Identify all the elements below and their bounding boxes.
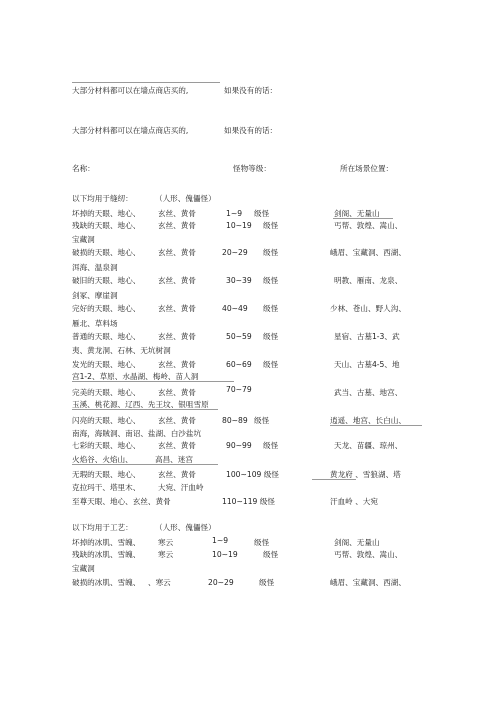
location: 黄龙府 、雪狼湖、塔 [330, 470, 401, 479]
item-materials: 玄丝、黄骨 [158, 360, 196, 369]
monster-level: 1~9 [212, 536, 229, 545]
location: 武当、古墓、地宫、 [334, 388, 403, 397]
item-materials: 玄丝、黄骨 [158, 388, 196, 397]
item-name: 破损的天眼、地心、 [72, 248, 141, 257]
monster-level: 30~39 [226, 276, 252, 285]
item-name: 坏掉的天眼、地心、 [72, 209, 141, 218]
level-unit: 级怪 [263, 441, 279, 450]
item-materials: 玄丝、黄骨 [158, 221, 196, 230]
item-name: 普通的天眼、地心、 [72, 332, 141, 341]
header-name: 名称： [72, 164, 95, 173]
location-continued: 夷、黄龙洞、石林、无坑树洞 [72, 346, 171, 355]
item-materials: 玄丝、黄骨 [158, 416, 196, 425]
row-underline [72, 409, 218, 410]
item-name: 破旧的天眼、地心、 [72, 276, 141, 285]
item-materials: 玄丝、黄骨 [158, 304, 196, 313]
level-unit: 级怪 [263, 332, 279, 341]
monster-level: 20~29 [208, 578, 234, 587]
header-location: 所在场景位置： [340, 164, 394, 173]
monster-level: 60~69 [226, 360, 252, 369]
level-unit: 级怪 [263, 304, 279, 313]
location: 峨眉、宝藏洞、西湖、 [330, 578, 406, 587]
item-materials: 、寒云 [148, 578, 171, 587]
location: 天龙、苗疆、琼州、 [334, 441, 403, 450]
item-materials: 玄丝、黄骨 [158, 441, 196, 450]
monster-level: 110~119 级怪 [222, 497, 275, 506]
item-materials: 玄丝、黄骨 [158, 209, 196, 218]
section-note-craft: （人形、傀儡怪） [155, 523, 216, 532]
location: 星宿、古墓1-3、武 [334, 332, 400, 341]
location-underline [312, 479, 356, 480]
item-materials: 玄丝、黄骨 [158, 332, 196, 341]
location: 少林、苍山、野人沟、 [330, 304, 406, 313]
level-unit: 级怪 [254, 538, 270, 547]
location-continued: 南海，海賊洞、南诏、盐湖、白沙盐坑 [72, 429, 202, 438]
location-underline [330, 425, 422, 426]
location: 丐帮、敦煌、嵩山、 [334, 221, 403, 230]
location: 剑阁、无量山 [334, 538, 380, 547]
location-underline [333, 218, 393, 219]
top-rule [72, 82, 220, 83]
monster-level: 1~9 [226, 209, 243, 218]
location: 汗血岭 、大宛 [330, 497, 378, 506]
location-continued: 宝藏洞 [72, 564, 95, 573]
level-unit: 级怪 [263, 221, 279, 230]
monster-level: 70~79 [226, 385, 252, 394]
section-title-sewing: 以下均用于缝纫： [72, 194, 133, 203]
header-level: 怪物等级： [233, 164, 271, 173]
location-continued: 高昌、迷宫 [155, 455, 193, 464]
monster-level: 100~109 级怪 [226, 470, 279, 479]
row-underline [72, 381, 234, 382]
section-title-craft: 以下均用于工艺： [72, 523, 133, 532]
location-continued: 玉溪、桃花源、辽西、先王坟、银咀雪原 [72, 400, 209, 409]
item-materials: 寒云 [158, 550, 174, 559]
location-continued: 宫1-2、草原、水晶湖、梅岭、苗人洞 [72, 372, 199, 381]
location-continued: 火焰谷、火焰山、 [72, 455, 133, 464]
level-unit: 级怪 [263, 276, 279, 285]
location-continued: 剑冢、摩崖洞 [72, 291, 118, 300]
monster-level: 90~99 [226, 441, 252, 450]
level-unit: 级怪 [259, 578, 275, 587]
row-underline [72, 464, 218, 465]
item-name: 残缺的冰肌、雪魄、 [72, 550, 141, 559]
item-name: 破损的冰肌、雪魄、 [72, 578, 141, 587]
location-continued: 宝藏洞 [72, 235, 95, 244]
location: 剑阁、无量山 [334, 209, 380, 218]
item-name: 闪亮的天眼、地心、 [72, 416, 141, 425]
intro-line1-left: 大部分材料都可以在墙点商店买的, [72, 86, 189, 95]
intro-line2-right: 如果没有的话： [224, 126, 278, 135]
monster-level: 50~59 [226, 332, 252, 341]
monster-level: 20~29 [222, 248, 248, 257]
location: 逍遥、地宫、长白山、 [330, 416, 406, 425]
location-continued: 大宛、汗血岭 [158, 483, 204, 492]
location: 天山、古墓4-5、地 [334, 360, 400, 369]
intro-line1-right: 如果没有的话： [224, 86, 278, 95]
monster-level: 80~89 [222, 416, 248, 425]
item-name: 发光的天眼、地心、 [72, 360, 141, 369]
item-materials: 玄丝、黄骨 [158, 276, 196, 285]
section-note-sewing: （人形、傀儡怪） [155, 194, 216, 203]
item-name: 七彩的天眼、地心、 [72, 441, 141, 450]
level-unit: 级怪 [263, 360, 279, 369]
monster-level: 10~19 [212, 550, 238, 559]
location: 丐帮、敦煌、嵩山、 [334, 550, 403, 559]
location-continued: 克拉玛干、塔里木、 [72, 483, 141, 492]
level-unit: 级怪 [254, 209, 270, 218]
location: 峨眉、宝藏洞、西湖、 [330, 248, 406, 257]
level-unit: 级怪 [263, 248, 279, 257]
location: 明教、雁南、龙泉、 [334, 276, 403, 285]
item-name: 残缺的天眼、地心、 [72, 221, 141, 230]
item-materials: 玄丝、黄骨 [158, 470, 196, 479]
item-materials: 玄丝、黄骨 [158, 248, 196, 257]
level-unit: 级怪 [254, 416, 270, 425]
item-name: 无瑕的天眼、地心、 [72, 470, 141, 479]
location-continued: 洱海、温泉洞 [72, 263, 118, 272]
level-unit: 级怪 [263, 550, 279, 559]
item-materials: 寒云 [158, 538, 174, 547]
item-name: 完美的天眼、地心、 [72, 388, 141, 397]
location-continued: 雁北、草料场 [72, 319, 118, 328]
monster-level: 40~49 [222, 304, 248, 313]
item-name: 至尊天眼、地心、玄丝、黄骨 [72, 497, 171, 506]
item-name: 完好的天眼、地心、 [72, 304, 141, 313]
intro-line2-left: 大部分材料都可以在墙点商店买的, [72, 126, 189, 135]
monster-level: 10~19 [226, 221, 252, 230]
item-name: 坏掉的冰肌、雪魄、 [72, 538, 141, 547]
